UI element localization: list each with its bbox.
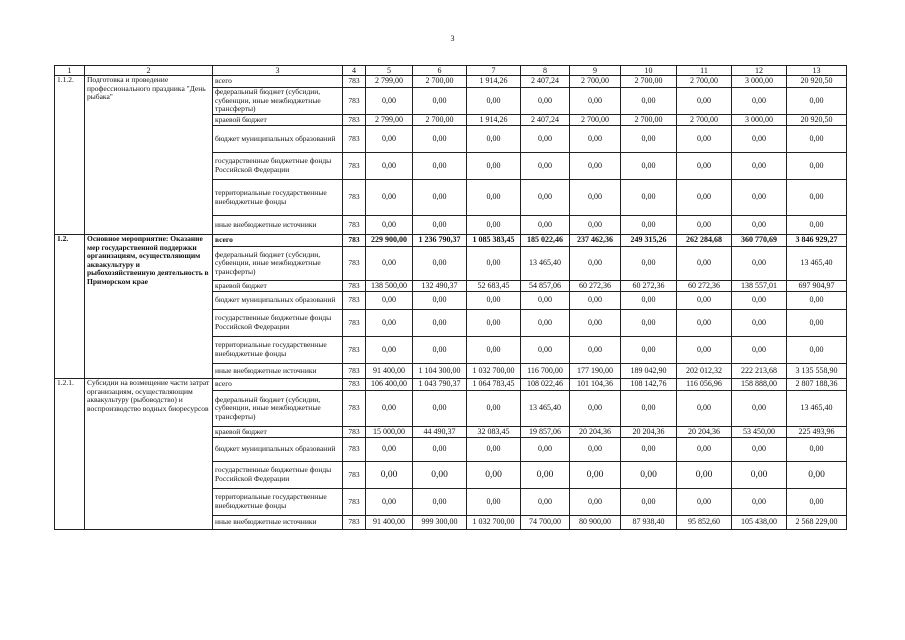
value-cell: 0,00 [413,489,467,516]
value-cell: 0,00 [521,489,570,516]
value-cell: 0,00 [467,462,521,489]
value-cell: 0,00 [570,292,621,310]
value-cell: 0,00 [366,292,413,310]
value-cell: 1 032 700,00 [467,364,521,379]
value-cell: 32 083,45 [467,427,521,438]
value-cell: 0,00 [521,337,570,364]
value-cell: 0,00 [467,126,521,153]
value-cell: 0,00 [413,310,467,337]
value-cell: 0,00 [732,180,787,216]
value-cell: 0,00 [366,247,413,281]
budget-code: 783 [343,216,366,235]
funding-source: краевой бюджет [213,115,343,126]
value-cell: 132 490,37 [413,281,467,292]
value-cell: 60 272,36 [570,281,621,292]
value-cell: 2 799,00 [366,115,413,126]
value-cell: 108 142,76 [621,379,677,391]
value-cell: 0,00 [787,153,847,180]
value-cell: 158 888,00 [732,379,787,391]
value-cell: 1 914,26 [467,76,521,88]
value-cell: 0,00 [677,489,732,516]
value-cell: 0,00 [732,126,787,153]
value-cell: 2 568 229,00 [787,516,847,530]
value-cell: 222 213,68 [732,364,787,379]
value-cell: 0,00 [413,247,467,281]
value-cell: 1 064 783,45 [467,379,521,391]
value-cell: 0,00 [677,462,732,489]
value-cell: 0,00 [732,153,787,180]
value-cell: 91 400,00 [366,516,413,530]
value-cell: 0,00 [413,216,467,235]
value-cell: 0,00 [521,126,570,153]
value-cell: 0,00 [413,337,467,364]
value-cell: 0,00 [413,292,467,310]
column-header: 4 [343,66,366,76]
column-header: 13 [787,66,847,76]
value-cell: 0,00 [570,337,621,364]
value-cell: 0,00 [732,391,787,427]
column-header: 2 [85,66,213,76]
value-cell: 2 807 188,36 [787,379,847,391]
value-cell: 15 000,00 [366,427,413,438]
value-cell: 0,00 [570,216,621,235]
value-cell: 0,00 [787,438,847,462]
value-cell: 0,00 [732,489,787,516]
value-cell: 262 284,68 [677,235,732,247]
value-cell: 20 204,36 [621,427,677,438]
value-cell: 0,00 [570,126,621,153]
budget-code: 783 [343,391,366,427]
value-cell: 0,00 [570,391,621,427]
value-cell: 13 465,40 [787,391,847,427]
value-cell: 0,00 [677,126,732,153]
value-cell: 0,00 [732,462,787,489]
value-cell: 0,00 [677,310,732,337]
value-cell: 2 700,00 [570,115,621,126]
section-id: 1.2.1. [55,379,85,530]
value-cell: 0,00 [677,247,732,281]
funding-source: федеральный бюджет (субсидии, субвенции, иные межбюджетные трансферты) [213,391,343,427]
value-cell: 0,00 [366,337,413,364]
value-cell: 2 407,24 [521,76,570,88]
value-cell: 0,00 [570,462,621,489]
value-cell: 0,00 [413,153,467,180]
value-cell: 0,00 [621,391,677,427]
value-cell: 3 000,00 [732,76,787,88]
table-row [55,235,847,247]
funding-source: территориальные государственные внебюджетные фонды [213,180,343,216]
budget-code: 783 [343,427,366,438]
value-cell: 0,00 [570,180,621,216]
value-cell: 19 857,06 [521,427,570,438]
value-cell: 0,00 [570,438,621,462]
value-cell: 0,00 [366,462,413,489]
budget-code: 783 [343,337,366,364]
value-cell: 1 032 700,00 [467,516,521,530]
value-cell: 999 300,00 [413,516,467,530]
value-cell: 0,00 [732,292,787,310]
value-cell: 0,00 [570,88,621,115]
value-cell: 1 104 300,00 [413,364,467,379]
column-header: 12 [732,66,787,76]
budget-code: 783 [343,126,366,153]
section-name: Субсидии на возмещение части затрат организациям, осуществляющим аквакультуру (рыбоводство) и воспроизводство водных биоресурсов [85,379,213,530]
value-cell: 20 204,36 [570,427,621,438]
value-cell: 0,00 [366,180,413,216]
funding-source: всего [213,235,343,247]
funding-source: государственные бюджетные фонды Российской Федерации [213,462,343,489]
value-cell: 0,00 [413,180,467,216]
value-cell: 0,00 [787,126,847,153]
value-cell: 138 557,01 [732,281,787,292]
column-header: 10 [621,66,677,76]
value-cell: 0,00 [366,153,413,180]
value-cell: 54 857,06 [521,281,570,292]
value-cell: 2 700,00 [413,76,467,88]
value-cell: 2 700,00 [677,76,732,88]
budget-table [54,65,847,530]
value-cell: 0,00 [677,180,732,216]
value-cell: 0,00 [366,310,413,337]
value-cell: 95 852,60 [677,516,732,530]
value-cell: 0,00 [677,337,732,364]
column-header: 11 [677,66,732,76]
value-cell: 0,00 [467,247,521,281]
value-cell: 0,00 [787,88,847,115]
value-cell: 0,00 [677,88,732,115]
value-cell: 101 104,36 [570,379,621,391]
funding-source: бюджет муниципальных образований [213,292,343,310]
value-cell: 1 236 790,37 [413,235,467,247]
column-header: 8 [521,66,570,76]
value-cell: 0,00 [621,153,677,180]
value-cell: 0,00 [621,126,677,153]
value-cell: 106 400,00 [366,379,413,391]
value-cell: 0,00 [732,310,787,337]
value-cell: 0,00 [677,438,732,462]
funding-source: федеральный бюджет (субсидии, субвенции, иные межбюджетные трансферты) [213,88,343,115]
header-row [55,66,847,76]
value-cell: 0,00 [413,391,467,427]
budget-code: 783 [343,235,366,247]
value-cell: 0,00 [570,489,621,516]
value-cell: 0,00 [787,489,847,516]
value-cell: 2 407,24 [521,115,570,126]
value-cell: 229 900,00 [366,235,413,247]
budget-code: 783 [343,489,366,516]
value-cell: 0,00 [366,438,413,462]
value-cell: 116 700,00 [521,364,570,379]
funding-source: краевой бюджет [213,427,343,438]
value-cell: 0,00 [413,438,467,462]
section-id: 1.1.2. [55,76,85,235]
value-cell: 0,00 [621,310,677,337]
value-cell: 237 462,36 [570,235,621,247]
value-cell: 138 500,00 [366,281,413,292]
column-header: 9 [570,66,621,76]
value-cell: 3 135 558,90 [787,364,847,379]
value-cell: 0,00 [732,337,787,364]
budget-code: 783 [343,292,366,310]
value-cell: 20 204,36 [677,427,732,438]
value-cell: 80 900,00 [570,516,621,530]
value-cell: 0,00 [787,292,847,310]
value-cell: 0,00 [677,292,732,310]
budget-code: 783 [343,379,366,391]
value-cell: 1 914,26 [467,115,521,126]
value-cell: 0,00 [570,310,621,337]
value-cell: 0,00 [467,292,521,310]
value-cell: 0,00 [521,216,570,235]
value-cell: 2 700,00 [413,115,467,126]
value-cell: 0,00 [366,216,413,235]
funding-source: всего [213,379,343,391]
value-cell: 0,00 [467,391,521,427]
budget-code: 783 [343,88,366,115]
funding-source: иные внебюджетные источники [213,216,343,235]
budget-code: 783 [343,247,366,281]
value-cell: 116 056,96 [677,379,732,391]
value-cell: 91 400,00 [366,364,413,379]
value-cell: 0,00 [732,438,787,462]
column-header: 6 [413,66,467,76]
value-cell: 2 700,00 [621,76,677,88]
column-header: 5 [366,66,413,76]
value-cell: 108 022,46 [521,379,570,391]
value-cell: 189 042,90 [621,364,677,379]
value-cell: 0,00 [467,153,521,180]
value-cell: 0,00 [621,180,677,216]
funding-source: федеральный бюджет (субсидии, субвенции, иные межбюджетные трансферты) [213,247,343,281]
value-cell: 2 700,00 [570,76,621,88]
value-cell: 0,00 [521,310,570,337]
budget-code: 783 [343,180,366,216]
value-cell: 0,00 [570,153,621,180]
value-cell: 0,00 [413,88,467,115]
value-cell: 0,00 [413,126,467,153]
value-cell: 2 700,00 [677,115,732,126]
funding-source: иные внебюджетные источники [213,516,343,530]
value-cell: 249 315,26 [621,235,677,247]
value-cell: 0,00 [521,438,570,462]
value-cell: 0,00 [787,310,847,337]
value-cell: 0,00 [621,292,677,310]
funding-source: территориальные государственные внебюджетные фонды [213,489,343,516]
value-cell: 0,00 [621,489,677,516]
value-cell: 0,00 [366,88,413,115]
value-cell: 3 000,00 [732,115,787,126]
budget-code: 783 [343,516,366,530]
value-cell: 1 085 383,45 [467,235,521,247]
value-cell: 0,00 [621,88,677,115]
value-cell: 185 022,46 [521,235,570,247]
value-cell: 0,00 [467,310,521,337]
value-cell: 0,00 [732,216,787,235]
value-cell: 44 490,37 [413,427,467,438]
table-row [55,76,847,88]
value-cell: 0,00 [677,391,732,427]
funding-source: территориальные государственные внебюджетные фонды [213,337,343,364]
value-cell: 2 700,00 [621,115,677,126]
value-cell: 0,00 [787,180,847,216]
value-cell: 0,00 [732,247,787,281]
funding-source: иные внебюджетные источники [213,364,343,379]
page-number: 3 [450,34,455,43]
value-cell: 0,00 [621,438,677,462]
value-cell: 0,00 [413,462,467,489]
value-cell: 697 904,97 [787,281,847,292]
budget-code: 783 [343,310,366,337]
value-cell: 0,00 [621,247,677,281]
value-cell: 0,00 [677,216,732,235]
budget-code: 783 [343,281,366,292]
value-cell: 177 190,00 [570,364,621,379]
value-cell: 2 799,00 [366,76,413,88]
value-cell: 13 465,40 [787,247,847,281]
value-cell: 3 846 929,27 [787,235,847,247]
value-cell: 0,00 [521,292,570,310]
funding-source: краевой бюджет [213,281,343,292]
value-cell: 0,00 [787,216,847,235]
value-cell: 0,00 [467,489,521,516]
value-cell: 0,00 [467,438,521,462]
funding-source: государственные бюджетные фонды Российской Федерации [213,310,343,337]
value-cell: 0,00 [467,337,521,364]
value-cell: 202 012,32 [677,364,732,379]
value-cell: 87 938,40 [621,516,677,530]
value-cell: 0,00 [732,88,787,115]
column-header: 1 [55,66,85,76]
value-cell: 0,00 [570,247,621,281]
value-cell: 13 465,40 [521,247,570,281]
value-cell: 0,00 [467,180,521,216]
value-cell: 0,00 [787,337,847,364]
table-row [55,379,847,391]
value-cell: 60 272,36 [677,281,732,292]
value-cell: 0,00 [521,88,570,115]
value-cell: 225 493,96 [787,427,847,438]
value-cell: 20 920,50 [787,115,847,126]
section-id: 1.2. [55,235,85,379]
column-header: 3 [213,66,343,76]
section-name: Подготовка и проведение профессионального праздника "День рыбака" [85,76,213,235]
value-cell: 0,00 [787,462,847,489]
value-cell: 0,00 [621,216,677,235]
value-cell: 0,00 [521,462,570,489]
value-cell: 0,00 [467,216,521,235]
value-cell: 0,00 [521,180,570,216]
budget-code: 783 [343,115,366,126]
value-cell: 0,00 [366,489,413,516]
column-header: 7 [467,66,521,76]
section-name: Основное мероприятие: Оказание мер государственной поддержки организациям, осуществляющим аквакультуру и рыбохозяйственную деятельность в Приморском крае [85,235,213,379]
value-cell: 0,00 [467,88,521,115]
value-cell: 20 920,50 [787,76,847,88]
value-cell: 74 700,00 [521,516,570,530]
funding-source: бюджет муниципальных образований [213,438,343,462]
value-cell: 0,00 [521,153,570,180]
value-cell: 0,00 [366,126,413,153]
budget-code: 783 [343,153,366,180]
value-cell: 105 438,00 [732,516,787,530]
value-cell: 60 272,36 [621,281,677,292]
funding-source: государственные бюджетные фонды Российской Федерации [213,153,343,180]
value-cell: 0,00 [621,337,677,364]
value-cell: 360 770,69 [732,235,787,247]
value-cell: 0,00 [677,153,732,180]
value-cell: 53 450,00 [732,427,787,438]
value-cell: 0,00 [621,462,677,489]
value-cell: 0,00 [366,391,413,427]
budget-code: 783 [343,438,366,462]
budget-code: 783 [343,364,366,379]
value-cell: 52 683,45 [467,281,521,292]
funding-source: всего [213,76,343,88]
funding-source: бюджет муниципальных образований [213,126,343,153]
value-cell: 1 043 790,37 [413,379,467,391]
value-cell: 13 465,40 [521,391,570,427]
budget-code: 783 [343,76,366,88]
budget-code: 783 [343,462,366,489]
